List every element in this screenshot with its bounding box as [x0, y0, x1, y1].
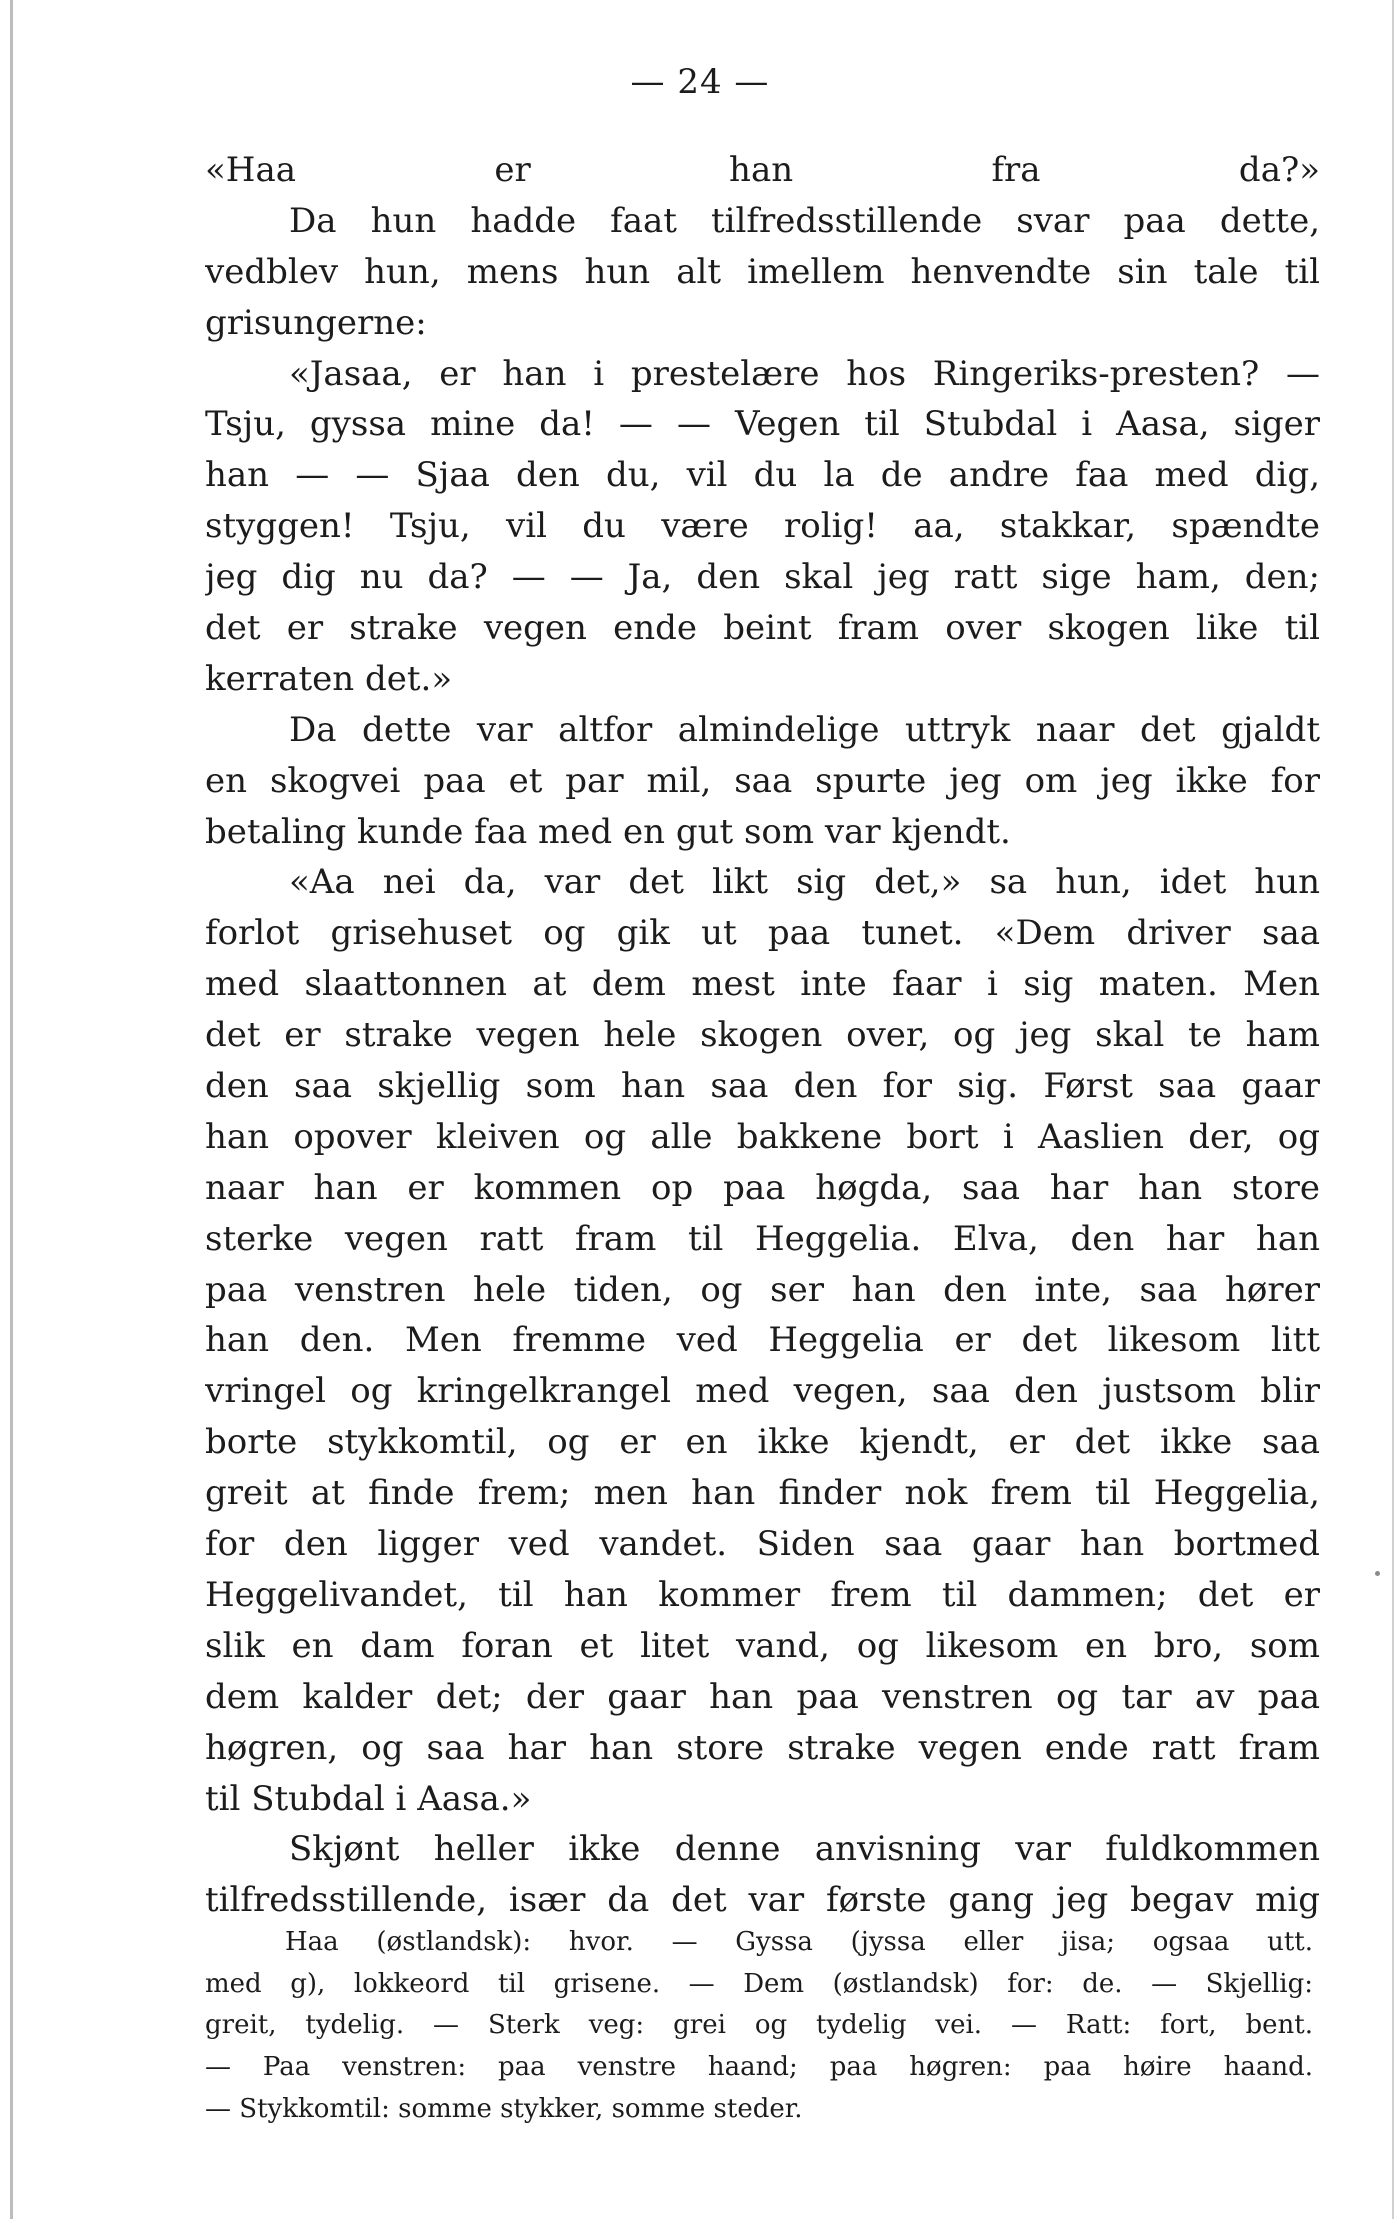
- body-line: vedblev hun, mens hun alt imellem henvendte sin tale til: [205, 251, 1320, 292]
- body-line: vringel og kringelkrangel med vegen, saa den justsom blir: [205, 1371, 1320, 1412]
- body-line: for den ligger ved vandet. Siden saa gaar han bortmed: [205, 1524, 1320, 1565]
- body-line: Tsju, gyssa mine da! — — Vegen til Stubdal i Aasa, siger: [205, 404, 1320, 445]
- body-line: Da hun hadde faat tilfredsstillende svar paa dette,: [289, 200, 1320, 241]
- paper-speck: [1375, 1571, 1380, 1576]
- body-line: den saa skjellig som han saa den for sig. Først saa gaar: [205, 1066, 1320, 1107]
- body-line: grisungerne:: [205, 302, 427, 343]
- body-line: naar han er kommen op paa høgda, saa har han store: [205, 1167, 1320, 1208]
- body-line: Da dette var altfor almindelige uttryk naar det gjaldt: [289, 709, 1320, 750]
- body-line: en skogvei paa et par mil, saa spurte jeg om jeg ikke for: [205, 760, 1320, 801]
- body-line: «Jasaa, er han i prestelære hos Ringeriks-presten? —: [289, 353, 1320, 394]
- body-line: jeg dig nu da? — — Ja, den skal jeg ratt sige ham, den;: [205, 557, 1320, 598]
- body-line: slik en dam foran et litet vand, og likesom en bro, som: [205, 1625, 1320, 1666]
- body-line: han den. Men fremme ved Heggelia er det likesom litt: [205, 1320, 1320, 1361]
- body-line: tilfredsstillende, især da det var første gang jeg begav mig: [205, 1880, 1320, 1921]
- body-text: [205, 145, 1320, 1926]
- body-line: til Stubdal i Aasa.»: [205, 1778, 532, 1819]
- body-line: med slaattonnen at dem mest inte faar i sig maten. Men: [205, 964, 1320, 1005]
- body-line: styggen! Tsju, vil du være rolig! aa, stakkar, spændte: [205, 506, 1320, 547]
- body-line: dem kalder det; der gaar han paa venstren og tar av paa: [205, 1676, 1320, 1717]
- footnotes: [205, 1922, 1313, 2130]
- body-line: Skjønt heller ikke denne anvisning var fuldkommen: [289, 1829, 1320, 1870]
- body-line: han opover kleiven og alle bakkene bort i Aaslien der, og: [205, 1116, 1320, 1157]
- body-line: Heggelivandet, til han kommer frem til dammen; det er: [205, 1574, 1320, 1615]
- body-line: paa venstren hele tiden, og ser han den inte, saa hører: [205, 1269, 1320, 1310]
- footnote-line: med g), lokkeord til grisene. — Dem (østlandsk) for: de. — Skjellig:: [205, 1968, 1313, 1999]
- footnote-line: Haa (østlandsk): hvor. — Gyssa (jyssa eller jisa; ogsaa utt.: [285, 1927, 1313, 1957]
- body-line: han — — Sjaa den du, vil du la de andre faa med dig,: [205, 455, 1320, 496]
- body-line: forlot grisehuset og gik ut paa tunet. «Dem driver saa: [205, 913, 1320, 954]
- page-number: — 24 —: [630, 62, 770, 102]
- footnote-line: — Stykkomtil: somme stykker, somme steder.: [205, 2093, 803, 2124]
- body-line: «Haa er han fra da?»: [205, 150, 1320, 190]
- body-line: «Aa nei da, var det likt sig det,» sa hun, idet hun: [289, 862, 1320, 903]
- body-line: det er strake vegen hele skogen over, og jeg skal te ham: [205, 1015, 1320, 1056]
- body-line: kerraten det.»: [205, 658, 453, 699]
- footnote-line: greit, tydelig. — Sterk veg: grei og tydelig vei. — Ratt: fort, bent.: [205, 2010, 1313, 2041]
- body-line: borte stykkomtil, og er en ikke kjendt, er det ikke saa: [205, 1422, 1320, 1463]
- body-line: det er strake vegen ende beint fram over skogen like til: [205, 608, 1320, 649]
- page-edge-right: [1392, 0, 1394, 2219]
- body-line: sterke vegen ratt fram til Heggelia. Elva, den har han: [205, 1218, 1320, 1259]
- body-line: greit at finde frem; men han finder nok frem til Heggelia,: [205, 1473, 1320, 1514]
- footnote-line: — Paa venstren: paa venstre haand; paa høgren: paa høire haand.: [205, 2052, 1313, 2083]
- body-line: betaling kunde faa med en gut som var kjendt.: [205, 811, 1011, 852]
- page-edge-left: [10, 0, 13, 2219]
- body-line: høgren, og saa har han store strake vegen ende ratt fram: [205, 1727, 1320, 1768]
